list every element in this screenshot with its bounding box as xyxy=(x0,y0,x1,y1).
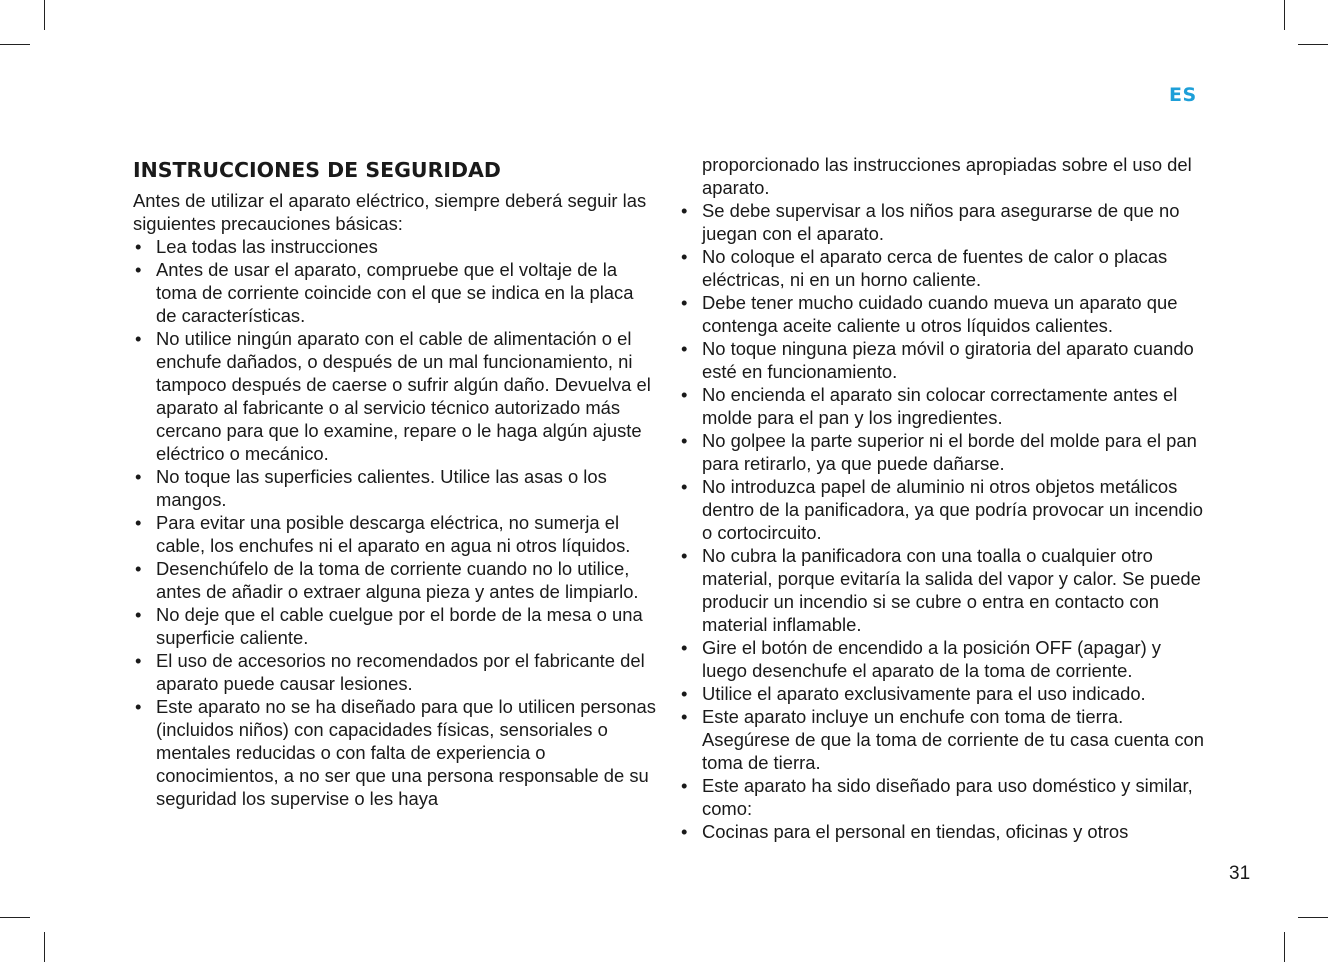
right-column xyxy=(679,153,1204,843)
list-item: • No toque las superficies calientes. Utilice las asas o los mangos. xyxy=(133,465,658,511)
list-item: • No utilice ningún aparato con el cable de alimentación o el enchufe dañados, o después de un mal funcionamiento, ni tampoco después de caerse o sufrir algún daño. Devuelva el aparato al fabricante o al servicio técnico autorizado más cercano para que lo examine, repare o le haga algún ajuste eléctrico o mecánico. xyxy=(133,327,658,465)
continued-text: proporcionado las instrucciones apropiadas sobre el uso del aparato. xyxy=(702,154,1192,198)
list-item: • No introduzca papel de aluminio ni otros objetos metálicos dentro de la panificadora, ya que podría provocar un incendio o cortocircuito. xyxy=(679,475,1204,544)
list-item: • Este aparato ha sido diseñado para uso doméstico y similar, como: xyxy=(679,774,1204,820)
left-column xyxy=(133,157,658,810)
crop-mark xyxy=(1298,917,1328,918)
language-tab: ES xyxy=(1169,84,1197,106)
list-item: • Este aparato incluye un enchufe con toma de tierra. Asegúrese de que la toma de corriente de tu casa cuenta con toma de tierra. xyxy=(679,705,1204,774)
list-item: • No encienda el aparato sin colocar correctamente antes el molde para el pan y los ingredientes. xyxy=(679,383,1204,429)
safety-list-right xyxy=(679,199,1204,843)
list-item: • Cocinas para el personal en tiendas, oficinas y otros xyxy=(679,820,1204,843)
list-item: • Antes de usar el aparato, compruebe que el voltaje de la toma de corriente coincide con el que se indica en la placa de características. xyxy=(133,258,658,327)
list-item: • Debe tener mucho cuidado cuando mueva un aparato que contenga aceite caliente u otros líquidos calientes. xyxy=(679,291,1204,337)
list-item: • No deje que el cable cuelgue por el borde de la mesa o una superficie caliente. xyxy=(133,603,658,649)
intro-paragraph: Antes de utilizar el aparato eléctrico, siempre deberá seguir las siguientes precauciones básicas: xyxy=(133,190,647,234)
list-item: • No golpee la parte superior ni el borde del molde para el pan para retirarlo, ya que puede dañarse. xyxy=(679,429,1204,475)
crop-mark xyxy=(0,917,30,918)
crop-mark xyxy=(0,44,30,45)
page-number: 31 xyxy=(1229,863,1251,884)
list-item: • Este aparato no se ha diseñado para que lo utilicen personas (incluidos niños) con capacidades físicas, sensoriales o mentales reducidas o con falta de experiencia o conocimientos, a no ser que una persona responsable de su seguridad los supervise o les haya xyxy=(133,695,658,810)
list-item: • Se debe supervisar a los niños para asegurarse de que no juegan con el aparato. xyxy=(679,199,1204,245)
list-item: • Desenchúfelo de la toma de corriente cuando no lo utilice, antes de añadir o extraer alguna pieza y antes de limpiarlo. xyxy=(133,557,658,603)
list-item: • No toque ninguna pieza móvil o giratoria del aparato cuando esté en funcionamiento. xyxy=(679,337,1204,383)
crop-mark xyxy=(1298,44,1328,45)
list-item: • No cubra la panificadora con una toalla o cualquier otro material, porque evitaría la salida del vapor y calor. Se puede producir un incendio si se cubre o entra en contacto con material inflamable. xyxy=(679,544,1204,636)
safety-list-left xyxy=(133,235,658,810)
list-item: • Gire el botón de encendido a la posición OFF (apagar) y luego desenchufe el aparato de la toma de corriente. xyxy=(679,636,1204,682)
list-item: • Lea todas las instrucciones xyxy=(133,235,658,258)
crop-mark xyxy=(44,0,45,30)
section-heading: INSTRUCCIONES DE SEGURIDAD xyxy=(133,158,501,182)
list-item: • Para evitar una posible descarga eléctrica, no sumerja el cable, los enchufes ni el aparato en agua ni otros líquidos. xyxy=(133,511,658,557)
crop-mark xyxy=(44,932,45,962)
list-item: • Utilice el aparato exclusivamente para el uso indicado. xyxy=(679,682,1204,705)
list-item: • No coloque el aparato cerca de fuentes de calor o placas eléctricas, ni en un horno caliente. xyxy=(679,245,1204,291)
crop-mark xyxy=(1284,0,1285,30)
list-item: • El uso de accesorios no recomendados por el fabricante del aparato puede causar lesiones. xyxy=(133,649,658,695)
crop-mark xyxy=(1284,932,1285,962)
